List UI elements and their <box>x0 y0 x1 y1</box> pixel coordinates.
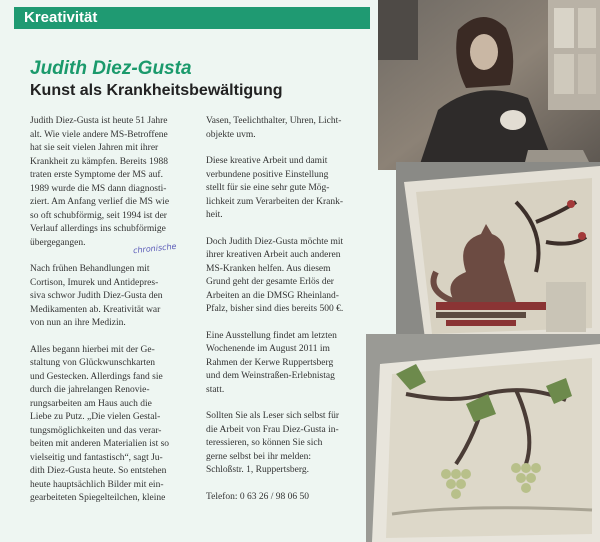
section-header-bar <box>14 7 370 29</box>
text-line: heute hauptsächlich Bilder mit ein- <box>30 479 164 490</box>
artist-portrait-photo <box>378 0 600 170</box>
text-line: vielseitig und fantastisch“, sagt Ju- <box>30 452 163 463</box>
paragraph <box>206 410 364 478</box>
text-line: Liebe zu Putz. „Die vielen Gestal- <box>30 412 161 422</box>
paragraph <box>206 115 364 142</box>
text-line: traten erste Symptome der MS auf. <box>30 170 163 180</box>
text-line: und dem Weinstraßen-Erlebnistag <box>206 371 335 381</box>
text-line: übergegangen. <box>30 237 86 248</box>
text-line: Arbeiten an die DMSG Rheinland- <box>206 290 339 301</box>
paragraph <box>206 155 364 223</box>
text-line: ihrer kreativen Arbeit auch anderen <box>206 250 341 260</box>
paragraph <box>30 115 193 250</box>
text-line: Nach frühen Behandlungen mit <box>30 264 150 274</box>
text-line: Vasen, Teelichthalter, Uhren, Licht- <box>206 116 342 126</box>
text-line: beiten mit anderen Materialien ist so <box>30 439 170 449</box>
text-line: Wochenende im August 2011 im <box>206 344 330 354</box>
text-line: staltung von Glückwunschkarten <box>30 358 156 368</box>
text-line: heit. <box>206 210 223 220</box>
text-line: MS-Kranken helfen. Aus diesem <box>206 263 331 274</box>
text-line: Cortison, Imurek und Antidepres- <box>30 277 159 288</box>
text-column-2 <box>206 115 364 517</box>
text-line: Doch Judith Diez-Gusta möchte mit <box>206 236 344 247</box>
article-title: Kunst als Krankheitsbewältigung <box>30 82 283 99</box>
text-line: Schloßstr. 1, Ruppertsberg. <box>206 465 310 475</box>
text-line: dith Diez-Gusta heute. So entstehen <box>30 466 167 476</box>
text-line: Pfalz, bisher sind dies bereits 500 €. <box>206 304 344 314</box>
text-line: alt. Wie viele andere MS-Betroffene <box>30 129 168 140</box>
text-line: Verlauf allerdings ins schubförmige <box>30 224 166 234</box>
paragraph <box>206 236 364 317</box>
paragraph <box>30 263 193 331</box>
text-line: rungsarbeiten am Haus auch die <box>30 398 152 409</box>
cat-artwork-photo <box>396 162 600 346</box>
text-line: Judith Diez-Gusta ist heute 51 Jahre <box>30 116 168 126</box>
text-line: von nun an ihre Medizin. <box>30 318 126 328</box>
text-line: lichkeit zum Verarbeiten der Krank- <box>206 196 343 207</box>
text-line: ziert. Am Anfang verlief die MS wie <box>30 197 170 207</box>
text-line: Krankheit zu kämpfen. Bereits 1988 <box>30 156 168 167</box>
text-line: Rahmen der Kerwe Ruppertsberg <box>206 357 334 368</box>
text-line: statt. <box>206 384 225 395</box>
text-line: objekte uvm. <box>206 129 256 140</box>
text-line: so oft schubförmig, seit 1994 ist der <box>30 210 167 221</box>
text-line: tungsmöglichkeiten und das verar- <box>30 425 162 436</box>
text-line: die Arbeit von Frau Diez-Gusta in- <box>206 424 339 435</box>
section-label: Kreativität <box>24 9 98 26</box>
text-line: und Gestecken. Allerdings fand sie <box>30 371 163 382</box>
text-column-1 <box>30 115 193 519</box>
text-line: Diese kreative Arbeit und damit <box>206 156 328 166</box>
text-line: Alles begann hierbei mit der Ge- <box>30 344 155 355</box>
paragraph <box>30 344 193 506</box>
text-line: stellt für sie eine sehr gute Mög- <box>206 183 330 193</box>
text-line: verbundene positive Einstellung <box>206 169 329 180</box>
text-line: Eine Ausstellung findet am letzten <box>206 330 337 341</box>
text-line: durch die jahrelangen Renovie- <box>30 385 150 395</box>
text-line: gearbeiteten Spiegelteilchen, kleine <box>30 493 166 503</box>
text-line: teressieren, so können Sie sich <box>206 438 323 448</box>
text-line: hat sie seit vielen Jahren mit ihrer <box>30 143 159 153</box>
text-line: siva schwor Judith Diez-Gusta den <box>30 291 163 301</box>
text-line: gerne selbst bei ihr melden: <box>206 451 311 462</box>
text-line: 1989 wurde die MS dann diagnosti- <box>30 183 167 194</box>
text-line: Medikamenten ab. Kreativität war <box>30 304 161 315</box>
text-line: Sollten Sie als Leser sich selbst für <box>206 411 339 421</box>
author-headline: Judith Diez-Gusta <box>30 58 192 79</box>
grapevine-artwork-photo <box>366 334 600 542</box>
handwritten-note: chronische <box>132 241 177 256</box>
text-line: Telefon: 0 63 26 / 98 06 50 <box>206 491 310 502</box>
text-line: Grund geht der gesamte Erlös der <box>206 277 334 287</box>
paragraph <box>206 491 364 505</box>
paragraph <box>206 330 364 398</box>
